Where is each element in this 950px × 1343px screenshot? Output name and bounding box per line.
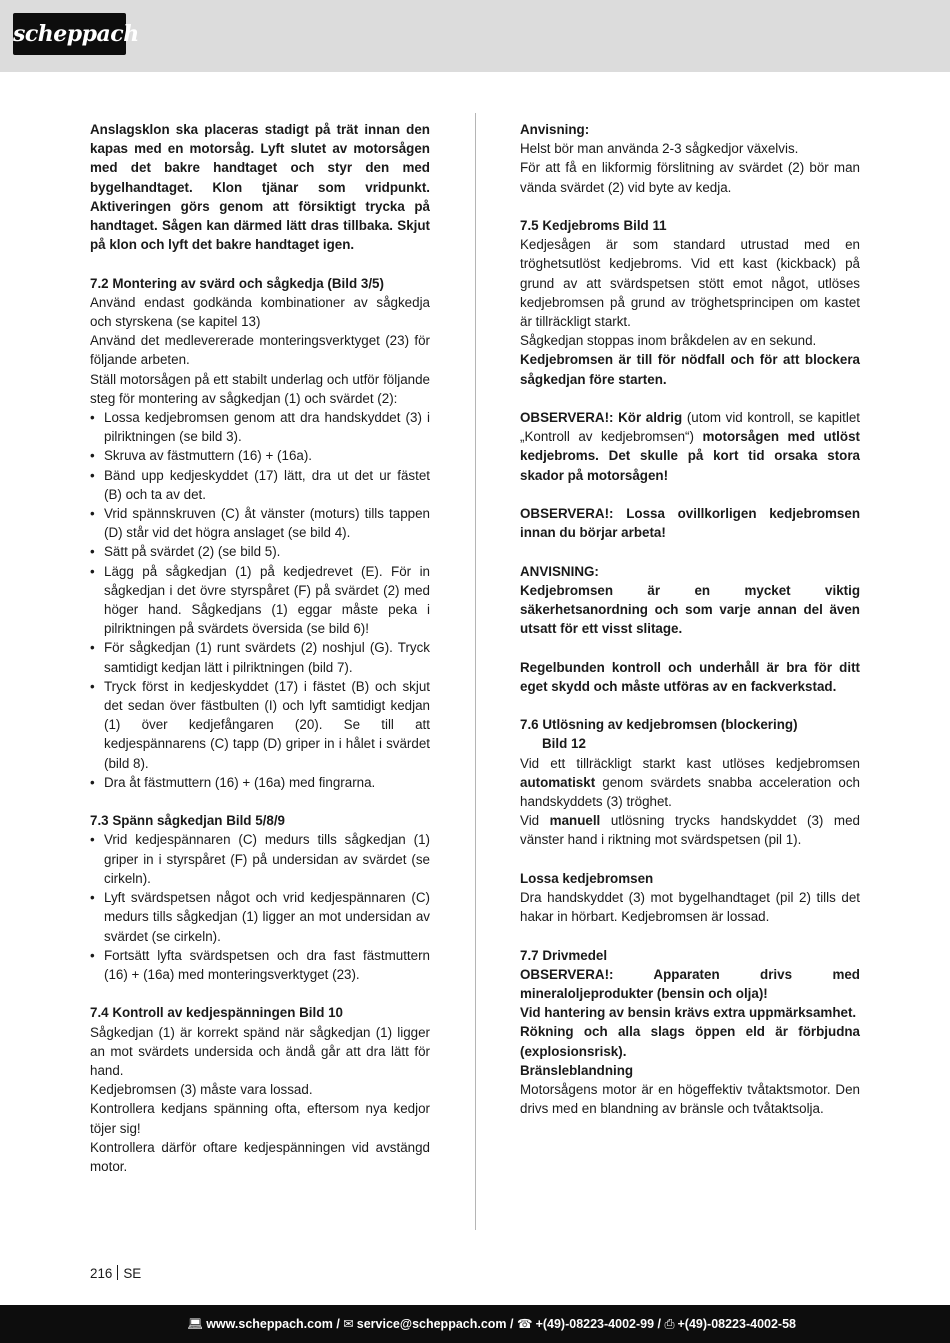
section-7-2-paragraph: Använd det medlevererade monteringsverktyget (23) för följande arbeten. xyxy=(90,333,430,368)
list-item: • Lossa kedjebromsen genom att dra handskyddet (3) i pilriktningen (se bild 3). xyxy=(90,408,430,446)
section-7-6-paragraph xyxy=(520,811,860,849)
release-brake-paragraph: Dra handskyddet (3) mot bygelhandtaget (pil 2) tills det hakar in hörbart. Kedjebromsen är lossad. xyxy=(520,890,860,925)
text-run: genom svärdets snabba acceleration och handskyddets (3) tröghet. xyxy=(520,774,860,810)
section-7-4-heading: 7.4 Kontroll av kedjespänningen Bild 10 xyxy=(90,1005,343,1021)
list-item: • Bänd upp kedjeskyddet (17) lätt, dra ut det ur fästet (B) och ta av det. xyxy=(90,466,430,504)
note-heading: ANVISNING: xyxy=(520,563,599,579)
section-7-7-bold-paragraph: Vid hantering av bensin krävs extra uppmärksamhet. xyxy=(520,1005,857,1021)
list-item: • Skruva av fästmuttern (16) + (16a). xyxy=(90,446,430,465)
footer-website[interactable]: www.scheppach.com / xyxy=(206,1317,340,1331)
page-header xyxy=(0,0,950,72)
list-item: • Tryck först in kedjeskyddet (17) i fästet (B) och skjut det sedan över fästbulten (I) och lyft samtidigt kedjan (1) över kedjefångaren (20). Se till att kedjespännarens (C) tapp (D) griper in i hålet i svärdet (bild 8). xyxy=(90,677,430,773)
text-run: Vid ett tillräckligt starkt kast utlöses kedjebromsen xyxy=(520,755,860,771)
section-7-7-heading: 7.7 Drivmedel xyxy=(520,947,608,963)
list-item: • Sätt på svärdet (2) (se bild 5). xyxy=(90,542,430,561)
list-item: • Vrid kedjespännaren (C) medurs tills sågkedjan (1) griper in i styrspåret (F) på undersidan av svärdet (se cirkeln). xyxy=(90,830,430,888)
section-7-6-paragraph xyxy=(520,754,860,812)
page-number-value: 216 xyxy=(90,1266,113,1281)
section-7-6-heading-line2: Bild 12 xyxy=(542,736,586,752)
note-paragraph: Regelbunden kontroll och underhåll är bra för ditt eget skydd och måste utföras av en fackverkstad. xyxy=(520,659,860,694)
phone-icon: ☎︎ xyxy=(516,1317,533,1331)
section-7-4-paragraph: Kontrollera kedjans spänning ofta, eftersom nya kedjor töjer sig! xyxy=(90,1101,430,1136)
section-7-2-paragraph: Använd endast godkända kombinationer av sågkedja och styrskena (se kapitel 13) xyxy=(90,294,430,330)
footer-fax: +(49)-08223-4002-58 xyxy=(677,1317,796,1331)
page-language: SE xyxy=(123,1266,142,1281)
page-number xyxy=(90,1264,141,1283)
page-footer xyxy=(0,1305,950,1343)
column-divider xyxy=(475,113,476,1230)
section-7-5-heading: 7.5 Kedjebroms Bild 11 xyxy=(520,218,667,233)
section-7-6-heading: 7.6 Utlösning av kedjebromsen (blockering) xyxy=(520,717,798,733)
note-paragraph: Helst bör man använda 2-3 sågkedjor växelvis. xyxy=(520,141,799,157)
text-run: utlösning trycks handskyddet (3) med vänster hand i riktning mot svärdspetsen (pil 1). xyxy=(520,813,860,848)
section-7-2-steps xyxy=(90,408,430,792)
warning-bold-text: OBSERVERA!: Kör aldrig xyxy=(520,410,683,426)
mail-icon: ✉︎ xyxy=(343,1317,354,1331)
warning-text: (utom vid kontroll, se kapitlet „Kontroll av kedjebromsen“) xyxy=(520,410,860,445)
note-paragraph: För att få en likformig förslitning av svärdet (2) bör man vända svärdet (2) vid byte av kedja. xyxy=(520,160,860,195)
warning-paragraph: OBSERVERA!: Lossa ovillkorligen kedjebromsen innan du börjar arbeta! xyxy=(520,506,860,541)
list-item: • Dra åt fästmuttern (16) + (16a) med fingrarna. xyxy=(90,773,430,792)
section-7-7-bold-paragraph: Rökning och alla slags öppen eld är förbjudna (explosionsrisk). xyxy=(520,1024,860,1059)
right-column xyxy=(520,120,860,1118)
section-7-7-paragraph: Motorsågens motor är en högeffektiv tvåtaktsmotor. Den drivs med en blandning av bränsle och tvåtaktsolja. xyxy=(520,1082,860,1117)
warning-bold-text: motorsågen med utlöst kedjebroms. Det skulle på kort tid orsaka stora skador på motorsågen! xyxy=(520,429,860,483)
section-7-7-bold-paragraph: OBSERVERA!: Apparaten drivs med mineraloljeprodukter (bensin och olja)! xyxy=(520,966,860,1002)
section-7-4-paragraph: Sågkedjan (1) är korrekt spänd när sågkedjan (1) ligger an mot svärdets undersida och ändå går att dra lätt för hand. xyxy=(90,1024,430,1078)
footer-phone: +(49)-08223-4002-99 / xyxy=(535,1317,661,1331)
section-7-3-steps xyxy=(90,830,430,984)
intro-paragraph: Anslagsklon ska placeras stadigt på trät innan den kapas med en motorsåg. Lyft slutet av motorsågen med det bakre handtaget och styr den med bygelhandtaget. Klon tjänar som vridpunkt. Aktiveringen görs genom att försiktigt trycka på handtaget. Sågen kan därmed lätt dras tillbaka. Skjut på klon och lyft det bakre handtaget igen. xyxy=(90,122,430,253)
section-7-5-paragraph: Sågkedjan stoppas inom bråkdelen av en sekund. xyxy=(520,333,817,349)
text-run-bold: manuell xyxy=(549,813,601,829)
page-number-separator xyxy=(117,1265,118,1280)
footer-email[interactable]: service@scheppach.com / xyxy=(356,1317,514,1331)
list-item: • Lägg på sågkedjan (1) på kedjedrevet (E). För in sågkedjan i det övre styrspåret (F) på svärdet (2) med höger hand. Sågkedjans (1) eggar måste peka i pilriktningen på svärdets översida (se bild 6)! xyxy=(90,562,430,639)
section-7-4-paragraph: Kedjebromsen (3) måste vara lossad. xyxy=(90,1082,313,1098)
section-7-4-paragraph: Kontrollera därför oftare kedjespänningen vid avstängd motor. xyxy=(90,1139,430,1174)
list-item: • Lyft svärdspetsen något och vrid kedjespännaren (C) medurs tills sågkedjan (1) ligger an mot undersidan av svärdet (se cirkeln). xyxy=(90,888,430,946)
section-7-5-paragraph: Kedjesågen är som standard utrustad med en tröghetsutlöst kedjebroms. Vid ett kast (kickback) på grund av att svärdspetsen stött emot något, utlöses kedjebromsen på grund av tröghetsprincipen om kastet är tillräckligt starkt. xyxy=(520,237,860,330)
left-column xyxy=(90,120,430,1176)
fax-icon: ⎙ xyxy=(664,1317,675,1331)
note-paragraph: Kedjebromsen är en mycket viktig säkerhetsanordning och som varje annan del även utsatt för ett visst slitage. xyxy=(520,582,860,637)
section-7-2-heading: 7.2 Montering av svärd och sågkedja (Bild 3/5) xyxy=(90,275,384,291)
section-7-2-paragraph: Ställ motorsågen på ett stabilt underlag och utför följande steg för montering av sågkedjan (1) och svärdet (2): xyxy=(90,371,430,406)
list-item: • Fortsätt lyfta svärdspetsen och dra fast fästmuttern (16) + (16a) med monteringsverktyget (23). xyxy=(90,946,430,984)
text-run: Vid xyxy=(520,813,550,829)
text-run-bold: automatiskt xyxy=(520,774,596,790)
section-7-7-subheading: Bränsleblandning xyxy=(520,1062,634,1078)
release-brake-heading: Lossa kedjebromsen xyxy=(520,870,654,886)
computer-icon: 💻︎ xyxy=(187,1317,204,1331)
section-7-5-bold-paragraph: Kedjebromsen är till för nödfall och för att blockera sågkedjan före starten. xyxy=(520,352,860,387)
list-item: • För sågkedjan (1) runt svärdets (2) noshjul (G). Tryck samtidigt kedjan lätt i pilriktningen (bild 7). xyxy=(90,638,430,676)
scheppach-logo: scheppach xyxy=(13,13,126,55)
warning-paragraph xyxy=(520,408,860,485)
list-item: • Vrid spännskruven (C) åt vänster (moturs) tills tappen (D) står vid det högra anslaget (se bild 4). xyxy=(90,504,430,542)
note-heading: Anvisning: xyxy=(520,122,590,137)
section-7-3-heading: 7.3 Spänn sågkedjan Bild 5/8/9 xyxy=(90,813,285,829)
